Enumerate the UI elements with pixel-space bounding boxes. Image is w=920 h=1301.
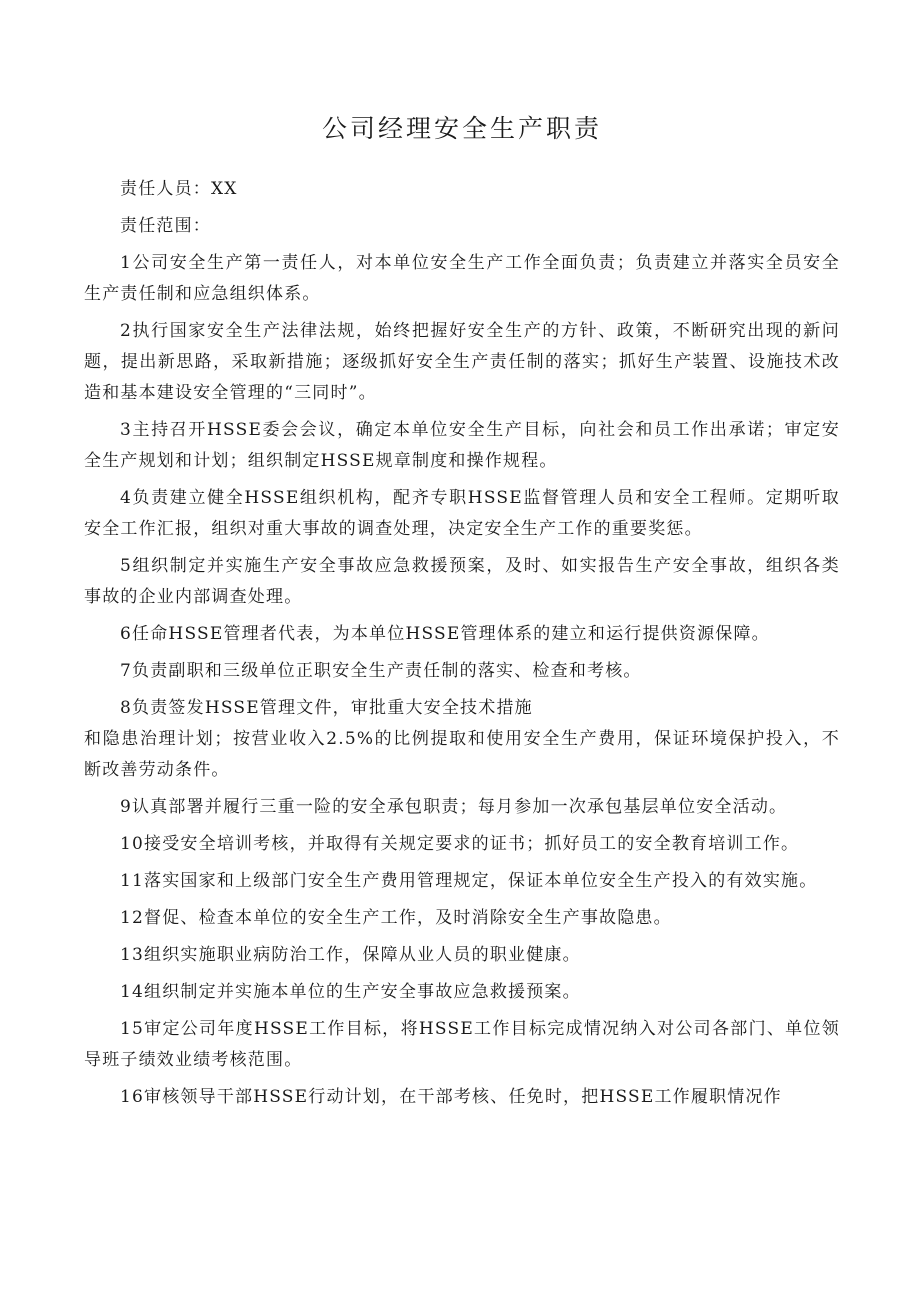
document-title: 公司经理安全生产职责 xyxy=(321,114,602,143)
paragraph-item-5: 5组织制定并实施生产安全事故应急救援预案，及时、如实报告生产安全事故，组织各类事故的企业内部调查处理。 xyxy=(84,556,840,607)
paragraph-item-13: 13组织实施职业病防治工作，保障从业人员的职业健康。 xyxy=(120,945,581,965)
paragraph-item-8-continued: 和隐患治理计划；按营业收入2.5%的比例提取和使用安全生产费用，保证环境保护投入，不断改善劳动条件。 xyxy=(84,729,840,780)
paragraph-item-16: 16审核领导干部HSSE行动计划，在干部考核、任免时，把HSSE工作履职情况作 xyxy=(120,1087,782,1107)
responsible-person: 责任人员：XX xyxy=(120,179,238,199)
paragraph-item-2: 2执行国家安全生产法律法规，始终把握好安全生产的方针、政策，不断研究出现的新问题，提出新思路，采取新措施；逐级抓好安全生产责任制的落实；抓好生产装置、设施技术改造和基本建设安全管理的“三同时”。 xyxy=(84,321,840,403)
document-body xyxy=(84,174,840,1119)
paragraph-item-12: 12督促、检查本单位的安全生产工作，及时消除安全生产事故隐患。 xyxy=(120,908,672,928)
paragraph-item-8: 8负责签发HSSE管理文件，审批重大安全技术措施 xyxy=(120,698,533,718)
paragraph-item-15: 15审定公司年度HSSE工作目标，将HSSE工作目标完成情况纳入对公司各部门、单位领导班子绩效业绩考核范围。 xyxy=(84,1019,840,1070)
paragraph-item-7: 7负责副职和三级单位正职安全生产责任制的落实、检查和考核。 xyxy=(120,661,642,681)
paragraph-item-4: 4负责建立健全HSSE组织机构，配齐专职HSSE监督管理人员和安全工程师。定期听取安全工作汇报，组织对重大事故的调查处理，决定安全生产工作的重要奖惩。 xyxy=(84,488,840,539)
paragraph-item-11: 11落实国家和上级部门安全生产费用管理规定，保证本单位安全生产投入的有效实施。 xyxy=(120,871,818,891)
scope-label: 责任范围： xyxy=(120,216,211,236)
paragraph-item-6: 6任命HSSE管理者代表，为本单位HSSE管理体系的建立和运行提供资源保障。 xyxy=(120,624,770,644)
paragraph-item-14: 14组织制定并实施本单位的生产安全事故应急救援预案。 xyxy=(120,982,581,1002)
paragraph-item-1: 1公司安全生产第一责任人，对本单位安全生产工作全面负责；负责建立并落实全员安全生产责任制和应急组织体系。 xyxy=(84,253,840,304)
paragraph-item-9: 9认真部署并履行三重一险的安全承包职责；每月参加一次承包基层单位安全活动。 xyxy=(120,797,788,817)
paragraph-item-10: 10接受安全培训考核，并取得有关规定要求的证书；抓好员工的安全教育培训工作。 xyxy=(120,834,800,854)
paragraph-item-3: 3主持召开HSSE委会会议，确定本单位安全生产目标，向社会和员工作出承诺；审定安全生产规划和计划；组织制定HSSE规章制度和操作规程。 xyxy=(84,420,840,471)
